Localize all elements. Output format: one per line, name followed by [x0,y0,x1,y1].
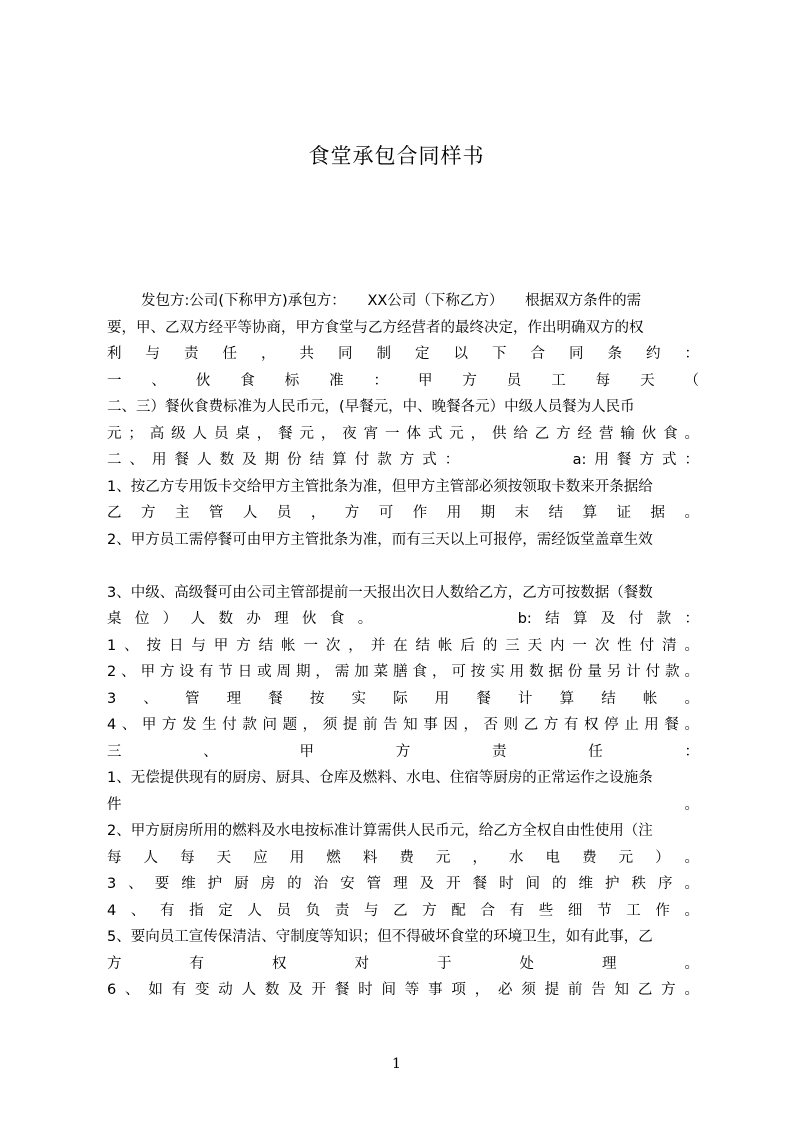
document-title: 食堂承包合同样书 [308,144,485,168]
text-line: 3、管理餐按实际用餐计算结帐。 [107,690,699,707]
text-line: 发包方:公司(下称甲方)承包方： XX公司（下称乙方） 根据双方条件的需 [141,293,642,309]
page-number: 1 [392,1056,401,1072]
text-line: 乙方主管人员，方可作用期末结算证据。 [107,505,699,521]
section-heading: 三、甲方责任： [107,743,699,760]
text-line: 5、要向员工宣传保清洁、守制度等知识；但不得破坏食堂的环境卫生，如有此事，乙 [107,929,653,945]
text-line: 利与责任，共同制定以下合同条约： [107,346,699,362]
text-line: 桌位）人数办理伙食。 b:结算及付款： [107,611,699,627]
text-line: 1、按乙方专用饭卡交给甲方主管批条为准，但甲方主管部必须按领取卡数来开条据给 [107,478,653,495]
text-line: 4、甲方发生付款问题，须提前告知事因，否则乙方有权停止用餐。 [107,717,699,733]
contract-body [107,288,699,1004]
text-line: 2、甲方厨房所用的燃料及水电按标准计算需供人民币元，给乙方全权自由性使用（注 [107,823,653,839]
text-line: 元；高级人员桌，餐元，夜宵一体式元，供给乙方经营输伙食。 [107,425,699,442]
text-line: 1、无偿提供现有的厨房、厨具、仓库及燃料、水电、住宿等厨房的正常运作之设施条 [107,770,653,786]
blank-line [107,553,699,580]
text-line: 每人每天应用燃料费元，水电费元）。 [107,849,699,866]
text-line: 2、甲方员工需停餐可由甲方主管批条为准，而有三天以上可报停，需经饭堂盖章生效 [107,531,653,548]
text-line: 4、有指定人员负责与乙方配合有些细节工作。 [107,902,699,919]
text-line: 二、三）餐伙食费标准为人民币元，(早餐元，中、晚餐各元）中级人员餐为人民币 [107,399,635,415]
text-line: 3、中级、高级餐可由公司主管部提前一天报出次日人数给乙方，乙方可按数据（餐数 [107,584,653,601]
text-line: 6、如有变动人数及开餐时间等事项，必须提前告知乙方。 [107,982,699,998]
section-heading: 二、用餐人数及期份结算付款方式： a:用餐方式： [107,452,699,468]
text-line: 1、按日与甲方结帐一次，并在结帐后的三天内一次性付清。 [107,637,699,654]
section-heading: 一、伙食标准：甲方员工每天（ [107,372,699,389]
text-line: 件。 [107,796,699,813]
text-line: 2、甲方设有节日或周期，需加菜膳食，可按实用数据份量另计付款。 [107,664,699,680]
text-line: 要，甲、乙双方经平等协商，甲方食堂与乙方经营者的最终决定，作出明确双方的权 [107,319,644,336]
text-line: 方有权对于处理。 [107,955,699,972]
text-line: 3、要维护厨房的治安管理及开餐时间的维护秩序。 [107,876,699,892]
